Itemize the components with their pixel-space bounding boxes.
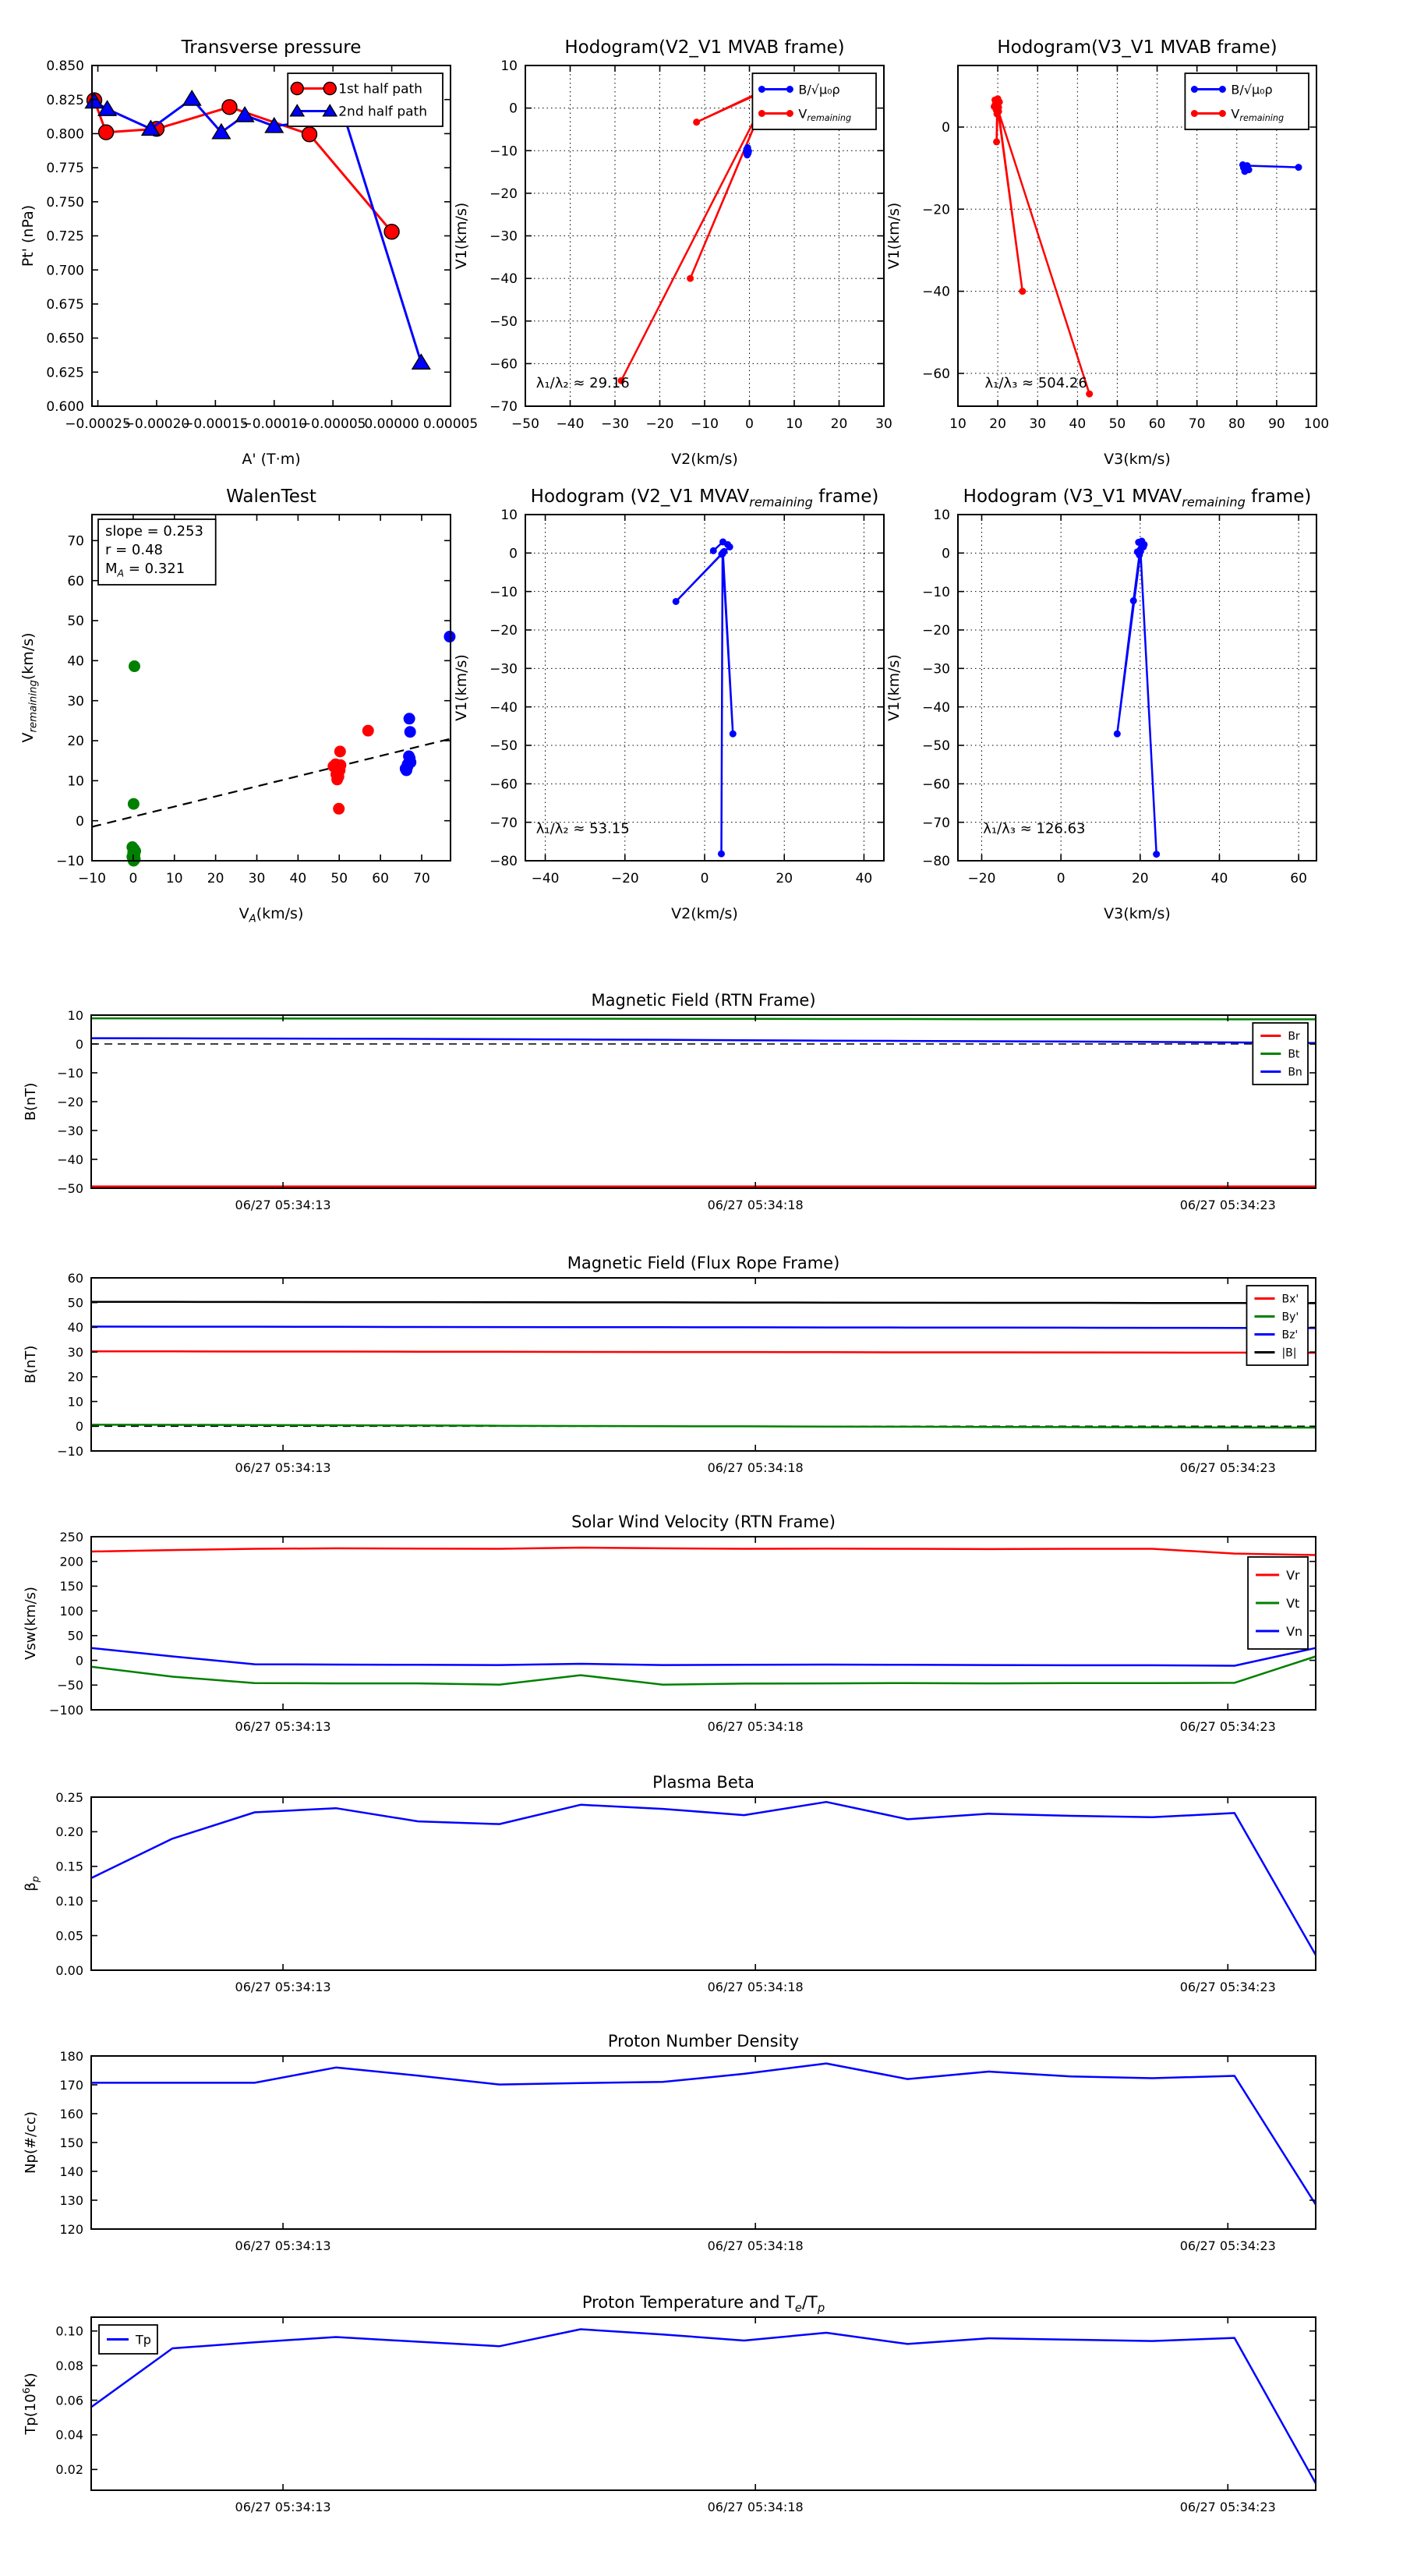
- svg-text:0.02: 0.02: [55, 2462, 83, 2478]
- svg-text:−10: −10: [922, 584, 950, 600]
- svg-text:−50: −50: [57, 1180, 83, 1196]
- svg-text:−20: −20: [489, 186, 518, 202]
- svg-text:40: 40: [289, 871, 307, 886]
- svg-text:−30: −30: [57, 1123, 83, 1138]
- svg-text:|B|: |B|: [1281, 1346, 1297, 1360]
- svg-text:−0.00020: −0.00020: [123, 416, 190, 432]
- svg-text:0: 0: [942, 120, 950, 136]
- svg-text:−80: −80: [489, 854, 518, 870]
- svg-text:50: 50: [67, 614, 84, 630]
- svg-text:−10: −10: [691, 416, 719, 432]
- chart-proton-temperature: [20, 2293, 1316, 2514]
- svg-text:−10: −10: [489, 584, 518, 600]
- svg-text:2nd half path: 2nd half path: [338, 104, 427, 120]
- svg-text:20: 20: [67, 734, 84, 750]
- svg-text:WalenTest: WalenTest: [226, 487, 316, 507]
- svg-text:0.10: 0.10: [55, 2323, 83, 2339]
- legend: [288, 73, 443, 126]
- svg-text:60: 60: [67, 1270, 83, 1286]
- svg-text:Hodogram(V2_V1 MVAB frame): Hodogram(V2_V1 MVAB frame): [564, 37, 845, 58]
- svg-text:−50: −50: [57, 1678, 83, 1693]
- svg-text:−10: −10: [489, 143, 518, 160]
- svg-text:50: 50: [1108, 416, 1126, 432]
- legend: [752, 73, 876, 129]
- svg-text:30: 30: [1029, 416, 1047, 432]
- svg-text:−60: −60: [489, 356, 518, 373]
- svg-text:−40: −40: [489, 271, 518, 288]
- svg-text:Br: Br: [1288, 1030, 1300, 1043]
- svg-text:Tp(106K): $Tp(10^6K)$: [20, 2373, 39, 2435]
- svg-text:V3(km/s): V3(km/s): [1104, 905, 1171, 922]
- svg-text:Bz': Bz': [1281, 1329, 1299, 1342]
- svg-text:06/27 05:34:23: 06/27 05:34:23: [1179, 1719, 1276, 1734]
- svg-text:−40: −40: [922, 699, 950, 716]
- svg-text:Tp: Tp: [136, 2332, 151, 2348]
- svg-text:40: 40: [855, 871, 873, 886]
- svg-text:−60: −60: [489, 777, 518, 793]
- svg-text:140: 140: [59, 2164, 83, 2179]
- svg-text:0.00005: 0.00005: [422, 416, 479, 432]
- svg-text:−20: −20: [645, 416, 674, 432]
- svg-text:06/27 05:34:13: 06/27 05:34:13: [235, 1980, 331, 1994]
- svg-text:−0.00015: −0.00015: [182, 416, 249, 432]
- stats-box: [98, 519, 216, 585]
- svg-text:−10: −10: [56, 854, 84, 870]
- svg-text:06/27 05:34:13: 06/27 05:34:13: [235, 1198, 331, 1212]
- svg-text:20: 20: [207, 871, 224, 886]
- svg-text:Magnetic Field (Flux Rope Fram: Magnetic Field (Flux Rope Frame): [567, 1254, 840, 1272]
- svg-text:0.05: 0.05: [55, 1928, 83, 1944]
- svg-text:0.700: 0.700: [46, 263, 84, 279]
- chart-plasma-beta: [23, 1773, 1316, 1994]
- svg-text:0.25: 0.25: [55, 1789, 83, 1805]
- svg-text:06/27 05:34:13: 06/27 05:34:13: [235, 2500, 331, 2514]
- svg-text:0: 0: [509, 546, 518, 562]
- svg-text:06/27 05:34:23: 06/27 05:34:23: [1179, 2500, 1276, 2514]
- legend: [1185, 73, 1309, 129]
- svg-text:0.650: 0.650: [46, 331, 84, 347]
- svg-text:06/27 05:34:23: 06/27 05:34:23: [1179, 1980, 1276, 1994]
- svg-text:10: 10: [500, 508, 518, 524]
- svg-text:−40: −40: [922, 284, 950, 300]
- chart-transverse-pressure: [19, 37, 478, 468]
- chart-hodogram-v3v1-mvav: [885, 487, 1316, 922]
- svg-text:250: 250: [59, 1529, 83, 1545]
- svg-text:−20: −20: [967, 871, 996, 886]
- svg-text:−30: −30: [601, 416, 629, 432]
- svg-text:70: 70: [413, 871, 430, 886]
- svg-text:0: 0: [509, 101, 518, 117]
- svg-text:10: 10: [67, 773, 84, 790]
- svg-text:10: 10: [933, 508, 950, 524]
- svg-text:06/27 05:34:13: 06/27 05:34:13: [235, 1719, 331, 1734]
- svg-text:10: 10: [67, 1394, 83, 1410]
- svg-text:−0.00025: −0.00025: [65, 416, 131, 432]
- svg-text:200: 200: [59, 1554, 83, 1569]
- svg-text:100: 100: [59, 1603, 83, 1619]
- svg-text:Magnetic Field (RTN Frame): Magnetic Field (RTN Frame): [591, 991, 816, 1010]
- svg-text:40: 40: [1069, 416, 1087, 432]
- svg-text:Bt: Bt: [1288, 1048, 1300, 1061]
- svg-text:−0.00005: −0.00005: [299, 416, 366, 432]
- svg-text:0: 0: [76, 813, 84, 830]
- legend: [1246, 1286, 1308, 1365]
- svg-text:r = 0.48: r = 0.48: [105, 542, 164, 558]
- svg-text:10: 10: [500, 58, 518, 75]
- svg-text:Hodogram(V3_V1 MVAB frame): Hodogram(V3_V1 MVAB frame): [997, 37, 1278, 58]
- svg-text:Plasma Beta: Plasma Beta: [652, 1773, 755, 1792]
- svg-text:−70: −70: [489, 399, 518, 416]
- svg-text:λ₁/λ₃ ≈ 126.63: λ₁/λ₃ ≈ 126.63: [983, 820, 1086, 837]
- svg-text:λ₁/λ₂ ≈ 53.15: λ₁/λ₂ ≈ 53.15: [535, 820, 630, 837]
- chart-solar-wind-velocity: [23, 1513, 1316, 1734]
- svg-text:−50: −50: [511, 416, 539, 432]
- svg-text:Transverse pressure: Transverse pressure: [181, 37, 362, 58]
- svg-text:06/27 05:34:23: 06/27 05:34:23: [1179, 1460, 1276, 1475]
- svg-text:70: 70: [1188, 416, 1206, 432]
- svg-text:−40: −40: [556, 416, 585, 432]
- svg-text:Vr: Vr: [1286, 1567, 1300, 1583]
- svg-text:−10: −10: [57, 1443, 83, 1459]
- svg-text:Solar Wind Velocity (RTN Frame: Solar Wind Velocity (RTN Frame): [571, 1513, 836, 1531]
- svg-text:30: 30: [875, 416, 892, 432]
- svg-text:130: 130: [59, 2192, 83, 2208]
- svg-text:−40: −40: [57, 1152, 83, 1167]
- svg-text:0: 0: [1056, 871, 1066, 886]
- chart-magnetic-field-rtn: [23, 991, 1316, 1212]
- svg-text:−30: −30: [489, 661, 518, 678]
- svg-text:V1(km/s): V1(km/s): [453, 654, 470, 721]
- svg-text:0: 0: [129, 871, 138, 886]
- svg-text:−20: −20: [57, 1094, 83, 1109]
- legend: [99, 2325, 157, 2354]
- legend: [1248, 1557, 1308, 1649]
- svg-text:0.00: 0.00: [55, 1962, 83, 1978]
- svg-text:Bx': Bx': [1281, 1293, 1299, 1306]
- svg-text:100: 100: [1303, 416, 1330, 432]
- svg-text:06/27 05:34:23: 06/27 05:34:23: [1179, 2238, 1276, 2253]
- chart-hodogram-v3v1-mvab: [885, 37, 1329, 468]
- svg-text:160: 160: [59, 2106, 83, 2121]
- svg-text:−80: −80: [922, 854, 950, 870]
- svg-text:0.08: 0.08: [55, 2358, 83, 2373]
- chart-proton-number-density: [23, 2032, 1316, 2253]
- svg-text:60: 60: [1290, 871, 1307, 886]
- chart-magnetic-field-flux-rope: [23, 1254, 1316, 1475]
- svg-text:Vn: Vn: [1286, 1623, 1303, 1639]
- svg-text:V1(km/s): V1(km/s): [885, 654, 903, 721]
- svg-text:B(nT): B(nT): [23, 1345, 39, 1384]
- svg-text:−10: −10: [78, 871, 106, 886]
- svg-text:−60: −60: [922, 777, 950, 793]
- svg-text:0.04: 0.04: [55, 2427, 83, 2443]
- svg-text:90: 90: [1268, 416, 1285, 432]
- svg-text:Vremaining: $V_{remaining}$: [1231, 106, 1285, 124]
- svg-text:B/√μ₀ρ: B/√μ₀ρ: [798, 82, 840, 97]
- svg-text:λ₁/λ₃ ≈ 504.26: λ₁/λ₃ ≈ 504.26: [984, 374, 1087, 391]
- svg-text:−30: −30: [922, 661, 950, 678]
- svg-text:0: 0: [75, 1036, 83, 1052]
- svg-text:−20: −20: [922, 623, 950, 639]
- svg-text:20: 20: [830, 416, 848, 432]
- svg-text:0.20: 0.20: [55, 1824, 83, 1840]
- svg-text:0: 0: [75, 1419, 83, 1435]
- svg-text:0.675: 0.675: [46, 297, 84, 313]
- svg-text:30: 30: [248, 871, 266, 886]
- svg-text:10: 10: [67, 1007, 83, 1023]
- svg-text:70: 70: [67, 533, 84, 550]
- svg-text:1st half path: 1st half path: [338, 81, 422, 97]
- svg-text:0.625: 0.625: [46, 365, 84, 381]
- svg-text:0.600: 0.600: [46, 399, 84, 416]
- svg-text:0: 0: [745, 416, 754, 432]
- svg-text:By': By': [1281, 1311, 1299, 1324]
- svg-text:0.775: 0.775: [46, 161, 84, 177]
- svg-text:Vremaining(km/s): $V_{remaining}(km/s)$: [19, 632, 40, 743]
- svg-text:Vsw(km/s): Vsw(km/s): [23, 1587, 39, 1660]
- svg-text:06/27 05:34:18: 06/27 05:34:18: [707, 2238, 804, 2253]
- svg-text:06/27 05:34:13: 06/27 05:34:13: [235, 2238, 331, 2253]
- svg-text:10: 10: [165, 871, 183, 886]
- svg-text:10: 10: [949, 416, 967, 432]
- svg-text:0.15: 0.15: [55, 1859, 83, 1874]
- svg-text:20: 20: [1131, 871, 1149, 886]
- svg-text:−50: −50: [922, 738, 950, 755]
- svg-text:0.800: 0.800: [46, 126, 84, 143]
- svg-text:10: 10: [786, 416, 803, 432]
- svg-text:06/27 05:34:18: 06/27 05:34:18: [707, 1460, 804, 1475]
- svg-text:A' (T·m): A' (T·m): [242, 451, 301, 468]
- svg-text:Proton Temperature and Te/Tp: Proton Temperature and $T_e/T_p$: [581, 2293, 825, 2316]
- svg-text:150: 150: [59, 2135, 83, 2150]
- svg-text:60: 60: [372, 871, 389, 886]
- svg-text:Pt' (nPa): Pt' (nPa): [19, 204, 37, 267]
- svg-text:Proton Number Density: Proton Number Density: [607, 2032, 800, 2051]
- chart-hodogram-v2v1-mvav: [453, 487, 884, 922]
- svg-text:V2(km/s): V2(km/s): [671, 905, 738, 922]
- svg-text:0.06: 0.06: [55, 2393, 83, 2408]
- svg-text:V3(km/s): V3(km/s): [1104, 451, 1171, 468]
- svg-text:06/27 05:34:18: 06/27 05:34:18: [707, 1719, 804, 1734]
- svg-text:0: 0: [75, 1653, 83, 1668]
- svg-text:−40: −40: [531, 871, 560, 886]
- svg-text:−0.00010: −0.00010: [241, 416, 308, 432]
- svg-text:−10: −10: [57, 1065, 83, 1081]
- svg-text:20: 20: [67, 1369, 83, 1385]
- svg-text:−60: −60: [922, 366, 950, 382]
- svg-text:B/√μ₀ρ: B/√μ₀ρ: [1231, 82, 1273, 97]
- svg-text:V1(km/s): V1(km/s): [453, 202, 470, 270]
- svg-text:0: 0: [700, 871, 709, 886]
- svg-text:150: 150: [59, 1579, 83, 1594]
- svg-text:−20: −20: [489, 623, 518, 639]
- svg-text:−50: −50: [489, 738, 518, 755]
- svg-text:Hodogram (V2_V1 MVAVremaining: Hodogram (V2_V1 $MVAV_{remaining}$ frame): [530, 487, 879, 510]
- svg-text:MA = 0.321: $M_A = 0.321$: [105, 561, 186, 579]
- svg-text:50: 50: [330, 871, 348, 886]
- svg-text:170: 170: [59, 2077, 83, 2093]
- svg-text:06/27 05:34:18: 06/27 05:34:18: [707, 1198, 804, 1212]
- svg-text:B(nT): B(nT): [23, 1082, 39, 1121]
- svg-text:50: 50: [67, 1295, 83, 1311]
- svg-text:Hodogram (V3_V1 MVAVremaining: Hodogram (V3_V1 $MVAV_{remaining}$ frame): [963, 487, 1312, 510]
- svg-text:06/27 05:34:18: 06/27 05:34:18: [707, 2500, 804, 2514]
- svg-text:λ₁/λ₂ ≈ 29.16: λ₁/λ₂ ≈ 29.16: [535, 374, 630, 391]
- svg-text:180: 180: [59, 2048, 83, 2064]
- svg-text:60: 60: [67, 573, 84, 589]
- svg-text:0.825: 0.825: [46, 92, 84, 108]
- svg-text:0: 0: [942, 546, 950, 562]
- svg-text:60: 60: [1148, 416, 1166, 432]
- chart-walen-test: [19, 487, 455, 925]
- svg-text:0.725: 0.725: [46, 228, 84, 245]
- svg-text:40: 40: [67, 1320, 83, 1336]
- svg-text:−50: −50: [489, 313, 518, 330]
- svg-text:−40: −40: [489, 699, 518, 716]
- svg-text:Np(#/cc): Np(#/cc): [23, 2111, 39, 2174]
- svg-text:06/27 05:34:13: 06/27 05:34:13: [235, 1460, 331, 1475]
- svg-text:−20: −20: [610, 871, 639, 886]
- svg-text:06/27 05:34:23: 06/27 05:34:23: [1179, 1198, 1276, 1212]
- svg-text:20: 20: [989, 416, 1006, 432]
- svg-text:−30: −30: [489, 228, 518, 245]
- svg-text:50: 50: [67, 1628, 83, 1644]
- svg-text:slope = 0.253: slope = 0.253: [105, 523, 203, 540]
- svg-text:30: 30: [67, 1344, 83, 1360]
- svg-text:30: 30: [67, 693, 84, 709]
- svg-text:−20: −20: [922, 202, 950, 218]
- svg-text:−100: −100: [49, 1702, 83, 1718]
- svg-text:0.00000: 0.00000: [364, 416, 419, 432]
- svg-text:06/27 05:34:18: 06/27 05:34:18: [707, 1980, 804, 1994]
- svg-text:V1(km/s): V1(km/s): [885, 202, 903, 270]
- svg-text:0.750: 0.750: [46, 194, 84, 211]
- svg-text:40: 40: [67, 653, 84, 670]
- svg-text:βp: $\beta_p$: [23, 1876, 41, 1891]
- svg-text:Vt: Vt: [1286, 1595, 1300, 1611]
- legend: [1253, 1023, 1308, 1085]
- svg-text:120: 120: [59, 2221, 83, 2237]
- svg-text:V2(km/s): V2(km/s): [671, 451, 738, 468]
- svg-text:−70: −70: [489, 815, 518, 831]
- svg-text:VA(km/s): $V_A(km/s)$: [239, 905, 304, 925]
- svg-text:0.850: 0.850: [46, 58, 84, 75]
- svg-text:20: 20: [776, 871, 793, 886]
- svg-text:Bn: Bn: [1288, 1066, 1302, 1079]
- svg-text:−70: −70: [922, 815, 950, 831]
- svg-text:Vremaining: $V_{remaining}$: [798, 106, 852, 124]
- svg-text:80: 80: [1228, 416, 1246, 432]
- chart-hodogram-v2v1-mvab: [453, 37, 892, 468]
- svg-text:0.10: 0.10: [55, 1893, 83, 1909]
- svg-text:40: 40: [1210, 871, 1228, 886]
